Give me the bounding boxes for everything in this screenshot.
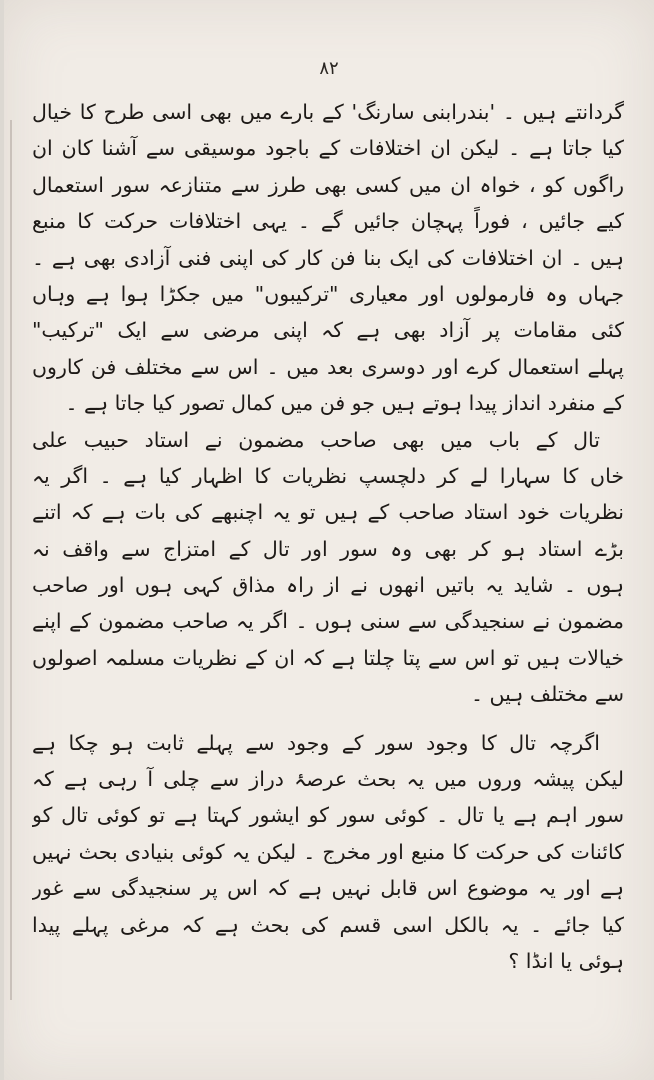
paragraph-1 (32, 94, 624, 422)
text-line: سور اہم ہے یا تال ۔ کوئی سور کو ایشور کہتا ہے تو کوئی تال کو (32, 803, 624, 828)
text-line: گردانتے ہیں ۔ 'بندرابنی سارنگ' کے بارے میں بھی اسی طرح کا خیال (32, 100, 624, 124)
text-line: ہوئی یا انڈا ؟ (508, 948, 624, 973)
paragraph-3 (32, 725, 624, 980)
text-line: راگوں کو ، خواہ ان میں کسی بھی طرز سے متنازعہ سور استعمال (32, 172, 624, 197)
text-line: مضمون نے سنجیدگی سے سنی ہوں ۔ اگر یہ صاحب مضمون کے اپنے (32, 609, 624, 634)
text-line: خیالات ہیں تو اس سے پتا چلتا ہے کہ ان کے نظریات مسلمہ اصولوں (32, 645, 624, 670)
text-line: پہلے استعمال کرے اور دوسری بعد میں ۔ اس سے مختلف فن کاروں (32, 354, 624, 379)
text-line: نظریات خود استاد صاحب کے ہیں تو یہ اچنبھے کی بات ہے کہ اتنے (32, 500, 624, 525)
text-line: ہے اور یہ موضوع اس قابل نہیں ہے کہ اس پر سنجیدگی سے غور (32, 876, 624, 901)
text-line: ہوں ۔ شاید یہ باتیں انھوں نے از راہ مذاق کہی ہوں اور صاحب (32, 573, 624, 598)
page-number: ۸۲ (319, 58, 339, 79)
paragraph-gap (32, 713, 624, 725)
text-line: تال کے باب میں بھی صاحب مضمون نے استاد حبیب علی (32, 427, 600, 452)
text-line: کے منفرد انداز پیدا ہوتے ہیں جو فن میں کمال تصور کیا جاتا ہے ۔ (65, 391, 624, 416)
page-body-text (32, 94, 624, 979)
text-line: کائنات کی حرکت کا منبع اور مخرج ۔ لیکن یہ کوئی بنیادی بحث نہیں (32, 839, 624, 864)
book-page (4, 0, 654, 1080)
page-fold-line (10, 120, 12, 1000)
text-line: خاں کا سہارا لے کر دلچسپ نظریات کا اظہار کیا ہے ۔ اگر یہ (32, 463, 624, 488)
text-line: بڑے استاد ہو کر بھی وہ سور اور تال کے امتزاج سے واقف نہ (32, 536, 624, 561)
text-line: کیا جائے ۔ یہ بالکل اسی قسم کی بحث ہے کہ مرغی پہلے پیدا (32, 912, 624, 937)
text-line: ہیں ۔ ان اختلافات کی ایک بنا فن کار کی اپنی فنی آزادی بھی ہے ۔ (32, 245, 624, 270)
text-line: جہاں وہ فارمولوں اور معیاری "ترکیبوں" میں جکڑا ہوا ہے وہاں (32, 281, 624, 306)
text-line: اگرچہ تال کا وجود سور کے وجود سے پہلے ثابت ہو چکا ہے (32, 730, 600, 755)
text-line: کیا جاتا ہے ۔ لیکن ان اختلافات کے باجود موسیقی سے آشنا کان ان (32, 136, 624, 161)
text-line: لیکن پیشہ وروں میں یہ بحث عرصۂ دراز سے چلی آ رہی ہے کہ (32, 767, 624, 792)
text-line: کئی مقامات پر آزاد بھی ہے کہ اپنی مرضی سے ایک "ترکیب" (32, 318, 624, 343)
text-line: سے مختلف ہیں ۔ (471, 682, 624, 707)
text-line: کیے جائیں ، فوراً پہچان جائیں گے ۔ یہی اختلافات حرکت کا منبع (32, 209, 624, 234)
paragraph-2 (32, 422, 624, 713)
